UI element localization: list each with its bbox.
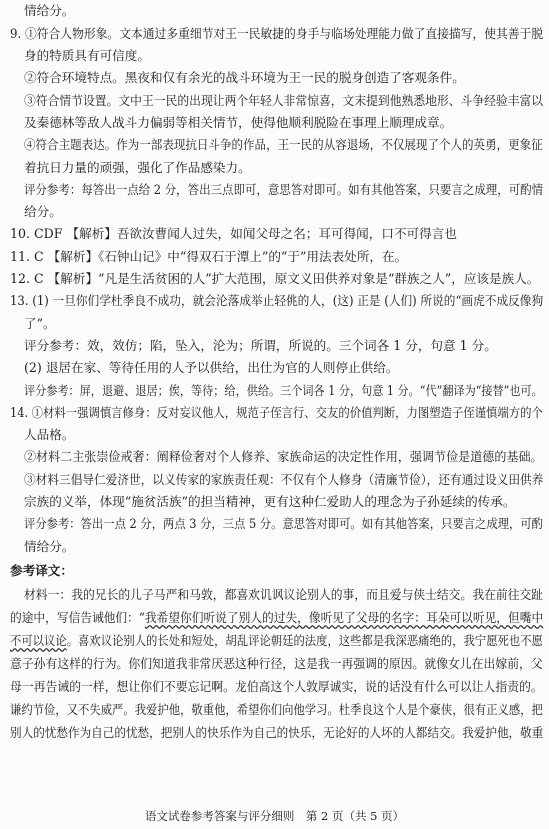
question-14-point-3: ③材料三倡导仁爱济世，以义传家的家族责任观：不仅有个人修身（清廉节俭），还有通过设义田供养 xyxy=(24,472,544,487)
reference-translation-heading: 参考译文： xyxy=(10,563,73,578)
question-14-point-2: ②材料二主张崇俭戒奢：阐释俭奢对个人修养、家族命运的决定性作用，强调节俭是道德的基础。 xyxy=(24,449,543,464)
question-13-part-2: (2) 退居在家、等待任用的人予以供给，出仕为官的人则停止供给。 xyxy=(24,360,399,375)
question-11-answer: 11. C 【解析】《石钟山记》中“得双石于潭上”的“于”用法表处所，在。 xyxy=(10,249,408,264)
text-line: 了”。 xyxy=(24,316,56,331)
translation-line xyxy=(10,610,543,626)
translation-text: 的途中，写信告诫他们：“ xyxy=(10,610,145,625)
text-line: 身的特质具有可信度。 xyxy=(24,48,150,63)
text-line: 给分。 xyxy=(24,204,62,219)
scoring-note: 评分参考：答出一点 2 分，两点 3 分，三点 5 分。意思答对即可。如有其他答案，只要言之成理，可酌 xyxy=(24,516,544,531)
question-9-point-3: ③符合情节设置。文中王一民的出现让两个年轻人非常惊喜，文末提到他熟悉地形、斗争经验丰富以 xyxy=(24,93,544,108)
text-line: 及秦德林等敌人战斗力偏弱等相关情节，使得他顺利脱险在事理上顺理成章。 xyxy=(24,115,453,130)
translation-line: 谦约节俭，又不失威严。我爱护他，敬重他，希望你们向他学习。杜季良这个人是个豪侠，很有正义感，把 xyxy=(10,702,543,717)
wavy-underlined-text: 不可以议论 xyxy=(10,633,67,648)
translation-line: 材料一：我的兄长的儿子马严和马敦，都喜欢讥讽议论别人的事，而且爱与侠士结交。我在前往交趾 xyxy=(24,587,544,602)
scoring-note: 评分参考：效，效仿；陷，坠入，沦为；所谓，所说的。三个词各 1 分，句意 1 分。 xyxy=(24,338,497,353)
question-10-answer: 10. CDF 【解析】吾欲汝曹闻人过失，如闻父母之名；耳可得闻，口不可得言也 xyxy=(10,226,457,241)
translation-line: 意子孙有这样的行为。你们知道我非常厌恶这种行径，这是我一再强调的原因。就像女儿在出嫁前，父 xyxy=(10,656,543,671)
question-9-point-1: 9. ①符合人物形象。文本通过多重细节对王一民敏捷的身手与临场处理能力做了直接描写，使其善于脱 xyxy=(10,26,544,41)
question-14-point-1: 14. ①材料一强调慎言修身：反对妄议他人，规范子侄言行、交友的价值判断，力图塑造子侄谨慎端方的个 xyxy=(10,405,543,420)
text-line: 宗族的义举，体现“施贫活族”的担当精神，更有这种仁爱助人的理念为子孙延续的传承。 xyxy=(24,494,516,509)
question-9-point-4: ④符合主题表达。作为一部表现抗日斗争的作品，王一民的从容退场，不仅展现了个人的英勇，更象征 xyxy=(24,137,543,152)
translation-text: 。喜欢议论别人的长处和短处，胡乱评论朝廷的法度，这些都是我深恶痛绝的，我宁愿死也不愿 xyxy=(66,633,543,648)
question-9-point-2: ②符合环境特点。黑夜和仅有余光的战斗环境为王一民的脱身创造了客观条件。 xyxy=(24,70,465,85)
page-footer: 语文试卷参考答案与评分细则 第 2 页（共 5 页） xyxy=(144,809,405,823)
text-line: 情给分。 xyxy=(24,539,75,554)
text-line: 人品格。 xyxy=(24,427,75,442)
text-line: 着抗日力量的顽强，强化了作品感染力。 xyxy=(24,160,251,175)
text-line: 情给分。 xyxy=(24,3,75,18)
translation-line xyxy=(10,633,543,649)
wavy-underlined-text: 我希望你们听说了别人的过失，像听见了父母的名字：耳朵可以听见，但嘴中 xyxy=(144,610,544,625)
question-12-answer: 12. C 【解析】“凡是生活贫困的人”扩大范围，原文义田供养对象是“群族之人”，应该是族人。 xyxy=(10,271,540,286)
scoring-note: 评分参考：屏，退避、退居；俟，等待；给，供给。三个词各 1 分，句意 1 分。“代”翻译为“接替”也可。 xyxy=(24,383,543,398)
translation-line: 母一再告诫的一样，想让你们不要忘记啊。龙伯高这个人敦厚诚实，说的话没有什么可以让人指责的。 xyxy=(10,679,543,694)
translation-line: 别人的忧愁作为自己的忧愁，把别人的快乐作为自己的快乐，无论好的人坏的人都结交。我爱护他，敬重 xyxy=(10,725,544,740)
question-13-part-1: 13. (1) 一旦你们学杜季良不成功，就会沦落成举止轻佻的人，(这) 正是 (人们) 所说的“画虎不成反像狗 xyxy=(10,293,544,308)
scoring-note: 评分参考：每答出一点给 2 分，答出三点即可，意思答对即可。如有其他答案，只要言之成理，可酌情 xyxy=(24,182,544,197)
